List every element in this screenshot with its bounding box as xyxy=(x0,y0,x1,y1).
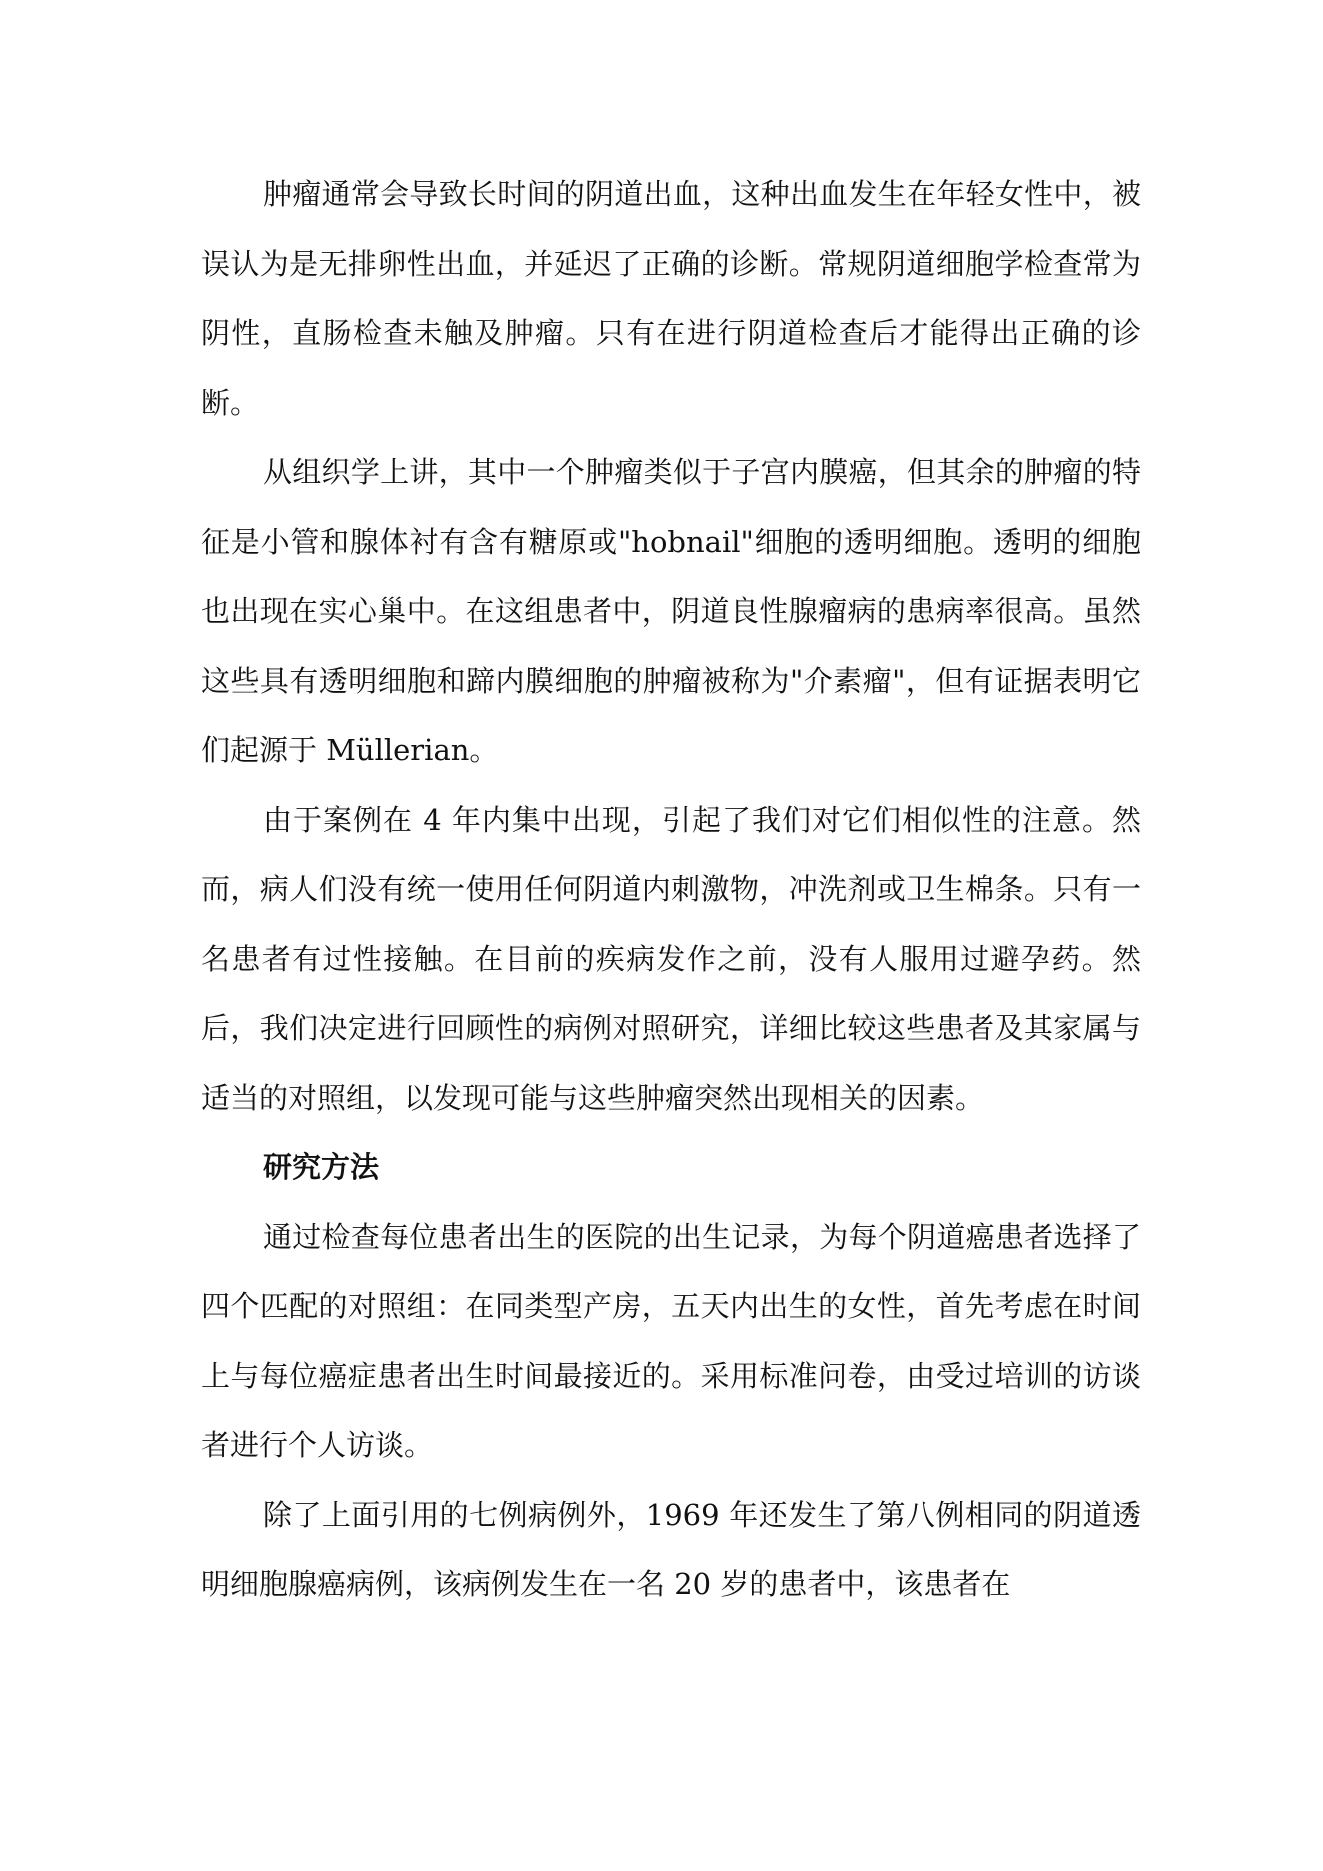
paragraph-diagnosis: 肿瘤通常会导致长时间的阴道出血，这种出血发生在年轻女性中，被误认为是无排卵性出血，并延迟了正确的诊断。常规阴道细胞学检查常为阴性，直肠检查未触及肿瘤。只有在进行阴道检查后才能得出正确的诊断。 xyxy=(201,177,1141,420)
paragraph-case-cluster: 由于案例在 4 年内集中出现，引起了我们对它们相似性的注意。然而，病人们没有统一使用任何阴道内刺激物，冲洗剂或卫生棉条。只有一名患者有过性接触。在目前的疾病发作之前，没有人服用过避孕药。然后，我们决定进行回顾性的病例对照研究，详细比较这些患者及其家属与适当的对照组，以发现可能与这些肿瘤突然出现相关的因素。 xyxy=(201,802,1141,1115)
paragraph-histology: 从组织学上讲，其中一个肿瘤类似于子宫内膜癌，但其余的肿瘤的特征是小管和腺体衬有含有糖原或"hobnail"细胞的透明细胞。透明的细胞也出现在实心巢中。在这组患者中，阴道良性腺瘤病的患病率很高。虽然这些具有透明细胞和蹄内膜细胞的肿瘤被称为"介素瘤"，但有证据表明它们起源于 Müllerian。 xyxy=(201,455,1141,767)
paragraph-additional-case: 除了上面引用的七例病例外，1969 年还发生了第八例相同的阴道透明细胞腺癌病例，该病例发生在一名 20 岁的患者中，该患者在 xyxy=(201,1497,1141,1601)
paragraph-methods-controls: 通过检查每位患者出生的医院的出生记录，为每个阴道癌患者选择了四个匹配的对照组：在同类型产房，五天内出生的女性，首先考虑在时间上与每位癌症患者出生时间最接近的。采用标准问卷，由受过培训的访谈者进行个人访谈。 xyxy=(201,1219,1141,1462)
section-heading-methods: 研究方法 xyxy=(263,1150,380,1184)
document-body xyxy=(201,160,1141,1620)
